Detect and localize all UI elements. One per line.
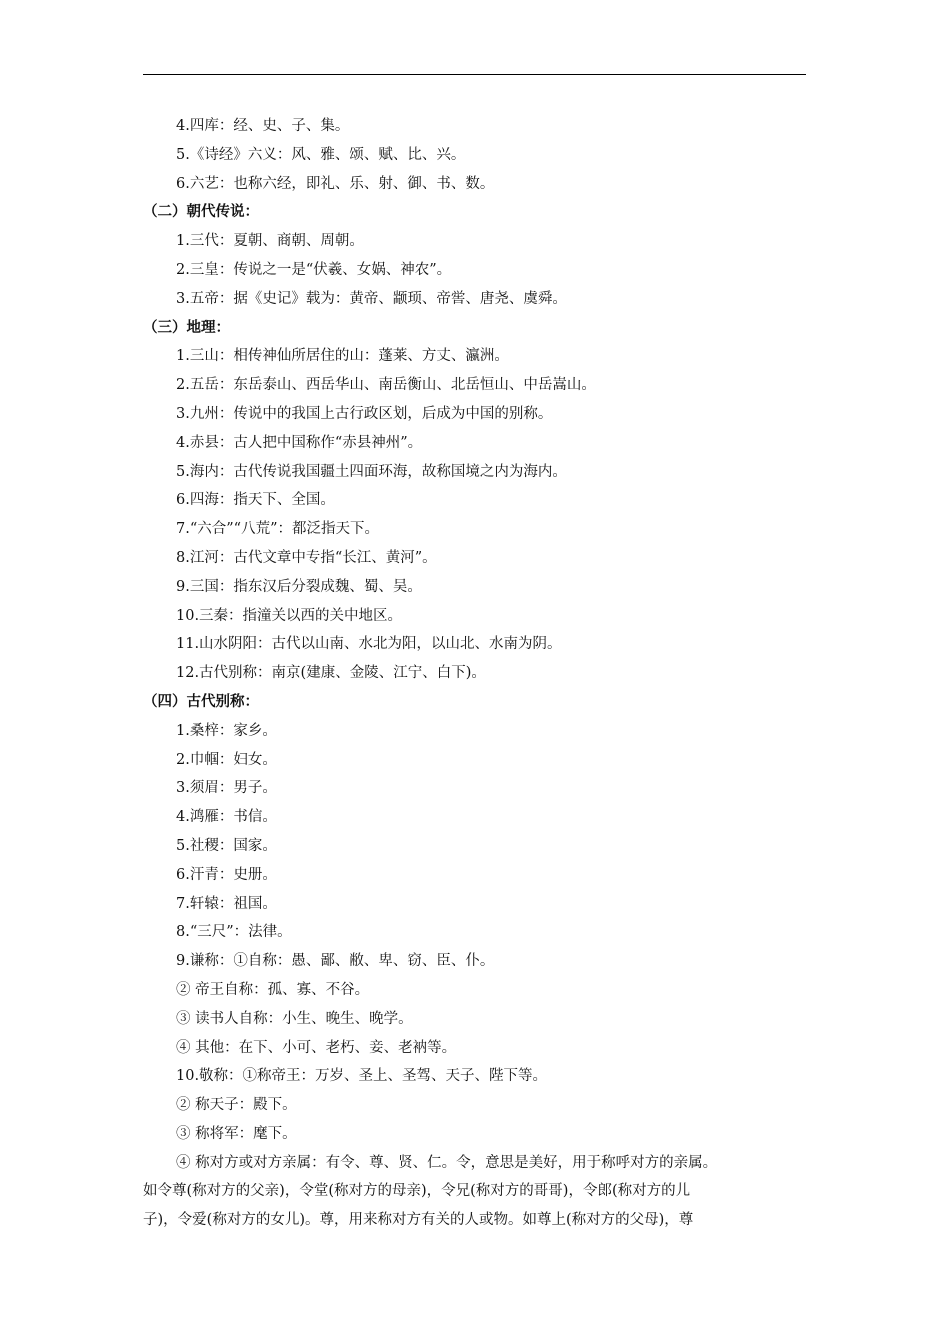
list-item: 8.“三尺”：法律。 (176, 924, 292, 941)
list-item: 6.四海：指天下、全国。 (176, 492, 335, 509)
list-item: 8.江河：古代文章中专指“长江、黄河”。 (176, 549, 437, 566)
list-item: 12.古代别称：南京(建康、金陵、江宁、白下)。 (176, 665, 486, 682)
list-item: 1.三山：相传神仙所居住的山：蓬莱、方丈、瀛洲。 (176, 348, 509, 365)
list-item: 2.五岳：东岳泰山、西岳华山、南岳衡山、北岳恒山、中岳嵩山。 (176, 377, 596, 394)
list-item: 9.三国：指东汉后分裂成魏、蜀、吴。 (176, 578, 422, 595)
list-item: 6.汗青：史册。 (176, 866, 277, 883)
list-item: ④ 其他：在下、小可、老朽、妾、老衲等。 (176, 1039, 457, 1056)
section-heading: （三）地理： (143, 319, 230, 336)
list-item: 5.海内：古代传说我国疆土四面环海，故称国境之内为海内。 (176, 463, 567, 480)
list-item: 3.九州：传说中的我国上古行政区划，后成为中国的别称。 (176, 405, 553, 422)
paragraph-line: 如令尊(称对方的父亲)，令堂(称对方的母亲)，令兄(称对方的哥哥)，令郎(称对方的儿 (143, 1183, 691, 1200)
list-item: 10.三秦：指潼关以西的关中地区。 (176, 607, 403, 624)
list-item: 3.须眉：男子。 (176, 780, 277, 797)
list-item: 4.四库：经、史、子、集。 (176, 118, 350, 134)
list-item: 4.赤县：古人把中国称作“赤县神州”。 (176, 434, 423, 451)
list-item: 7.轩辕：祖国。 (176, 895, 277, 912)
list-item: 5.《诗经》六义：风、雅、颂、赋、比、兴。 (176, 146, 466, 163)
list-item: 6.六艺：也称六经，即礼、乐、射、御、书、数。 (176, 175, 495, 192)
header-rule (143, 74, 806, 75)
list-item: ③ 读书人自称：小生、晚生、晚学。 (176, 1010, 413, 1027)
section-heading: （四）古代别称： (143, 693, 259, 710)
list-item: 10.敬称：①称帝王：万岁、圣上、圣驾、天子、陛下等。 (176, 1068, 548, 1085)
honorific-paragraph (143, 1149, 808, 1235)
document-body (143, 112, 808, 1235)
list-item: 1.桑梓：家乡。 (176, 722, 277, 739)
list-item: 5.社稷：国家。 (176, 837, 277, 854)
list-item: 2.巾帼：妇女。 (176, 751, 277, 768)
paragraph-line: ④ 称对方或对方亲属：有令、尊、贤、仁。令，意思是美好，用于称呼对方的亲属。 (176, 1154, 718, 1171)
list-item: 3.五帝：据《史记》载为：黄帝、颛顼、帝喾、唐尧、虞舜。 (176, 290, 567, 307)
list-item: 9.谦称：①自称：愚、鄙、敝、卑、窃、臣、仆。 (176, 953, 495, 970)
paragraph-line: 子)，令爱(称对方的女儿)。尊，用来称对方有关的人或物。如尊上(称对方的父母)，尊 (143, 1212, 694, 1229)
list-item: ② 称天子：殿下。 (176, 1097, 297, 1114)
list-item: 11.山水阴阳：古代以山南、水北为阳，以山北、水南为阴。 (176, 636, 562, 653)
list-item: ③ 称将军：麾下。 (176, 1125, 297, 1142)
list-item: 4.鸿雁：书信。 (176, 809, 277, 826)
section-heading: （二）朝代传说： (143, 204, 259, 221)
list-item: 7.“六合”“八荒”：都泛指天下。 (176, 521, 379, 538)
list-item: 1.三代：夏朝、商朝、周朝。 (176, 233, 364, 250)
list-item: 2.三皇：传说之一是“伏羲、女娲、神农”。 (176, 261, 452, 278)
list-item: ② 帝王自称：孤、寡、不谷。 (176, 981, 370, 998)
